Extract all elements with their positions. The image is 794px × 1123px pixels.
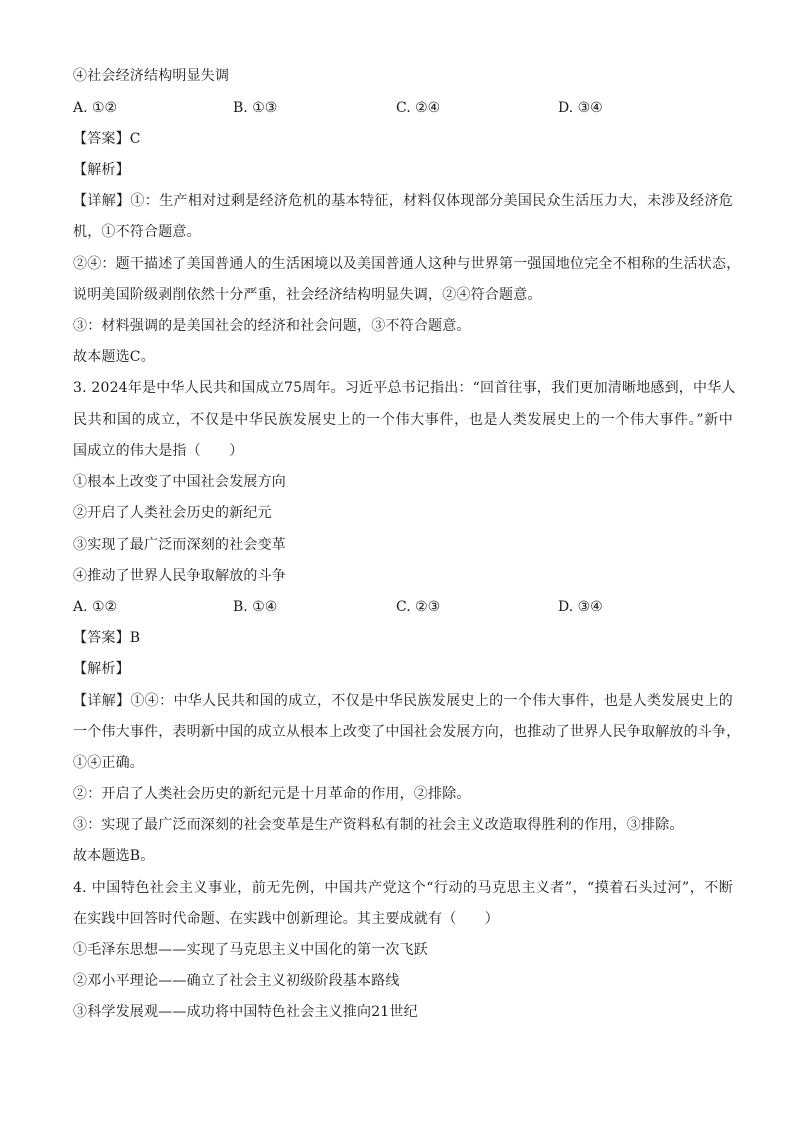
q3-item-1: ①根本上改变了中国社会发展方向 [73, 474, 286, 490]
q3-option-c: C. ②③ [396, 599, 441, 615]
q4-stem-line: 在实践中回答时代命题、在实践中创新理论。其主要成就有（ ） [73, 911, 499, 927]
q2-detail-line: 说明美国阶级剥削依然十分严重，社会经济结构明显失调，②④符合题意。 [73, 287, 542, 303]
q4-stem-line: 4. 中国特色社会主义事业，前无先例，中国共产党这个“行动的马克思主义者”，“摸着石头过河”，不断 [73, 880, 733, 896]
q2-detail-line: ③：材料强调的是美国社会的经济和社会问题，③不符合题意。 [73, 318, 471, 334]
q2-option-c: C. ②④ [396, 100, 441, 116]
q3-stem-line: 3. 2024年是中华人民共和国成立75周年。习近平总书记指出：“回首往事，我们更加清晰地感到，中华人 [73, 380, 736, 396]
q4-item-3: ③科学发展观——成功将中国特色社会主义推向21世纪 [73, 1004, 418, 1020]
q3-answer: 【答案】B [73, 630, 141, 646]
q3-detail-line: 【详解】①④：中华人民共和国的成立，不仅是中华民族发展史上的一个伟大事件，也是人类发展史上的 [73, 693, 733, 709]
q4-item-2: ②邓小平理论——确立了社会主义初级阶段基本路线 [73, 973, 400, 989]
q3-conclusion: 故本题选B。 [73, 848, 155, 864]
q3-detail-line: ①④正确。 [73, 755, 144, 771]
q3-item-4: ④推动了世界人民争取解放的斗争 [73, 568, 286, 584]
q3-analysis-heading: 【解析】 [73, 661, 130, 677]
q2-conclusion: 故本题选C。 [73, 349, 155, 365]
q3-item-3: ③实现了最广泛而深刻的社会变革 [73, 537, 286, 553]
q2-option-d: D. ③④ [558, 100, 603, 116]
q3-stem-line: 民共和国的成立，不仅是中华民族发展史上的一个伟大事件，也是人类发展史上的一个伟大事件。”新中 [73, 412, 733, 428]
q3-option-a: A. ①② [73, 599, 118, 615]
q3-detail-line: ③：实现了最广泛而深刻的社会变革是生产资料私有制的社会主义改造取得胜利的作用，③排除。 [73, 817, 684, 833]
q2-option-b: B. ①③ [233, 100, 278, 116]
q3-option-d: D. ③④ [558, 599, 603, 615]
q2-item-4: ④社会经济结构明显失调 [73, 68, 230, 84]
q3-detail-line: ②：开启了人类社会历史的新纪元是十月革命的作用，②排除。 [73, 786, 471, 802]
q4-item-1: ①毛泽东思想——实现了马克思主义中国化的第一次飞跃 [73, 942, 428, 958]
q2-analysis-heading: 【解析】 [73, 162, 130, 178]
q2-answer: 【答案】C [73, 131, 141, 147]
q2-detail-line: ②④：题干描述了美国普通人的生活困境以及美国普通人这种与世界第一强国地位完全不相称的生活状态， [73, 256, 741, 272]
q3-option-b: B. ①④ [233, 599, 278, 615]
q2-detail-line: 【详解】①：生产相对过剩是经济危机的基本特征，材料仅体现部分美国民众生活压力大，未涉及经济危 [73, 193, 733, 209]
q3-detail-line: 一个伟大事件，表明新中国的成立从根本上改变了中国社会发展方向，也推动了世界人民争取解放的斗争， [73, 724, 741, 740]
q3-item-2: ②开启了人类社会历史的新纪元 [73, 505, 272, 521]
q3-stem-line: 国成立的伟大是指（ ） [73, 443, 244, 459]
q2-option-a: A. ①② [73, 100, 118, 116]
q2-detail-line: 机，①不符合题意。 [73, 224, 201, 240]
